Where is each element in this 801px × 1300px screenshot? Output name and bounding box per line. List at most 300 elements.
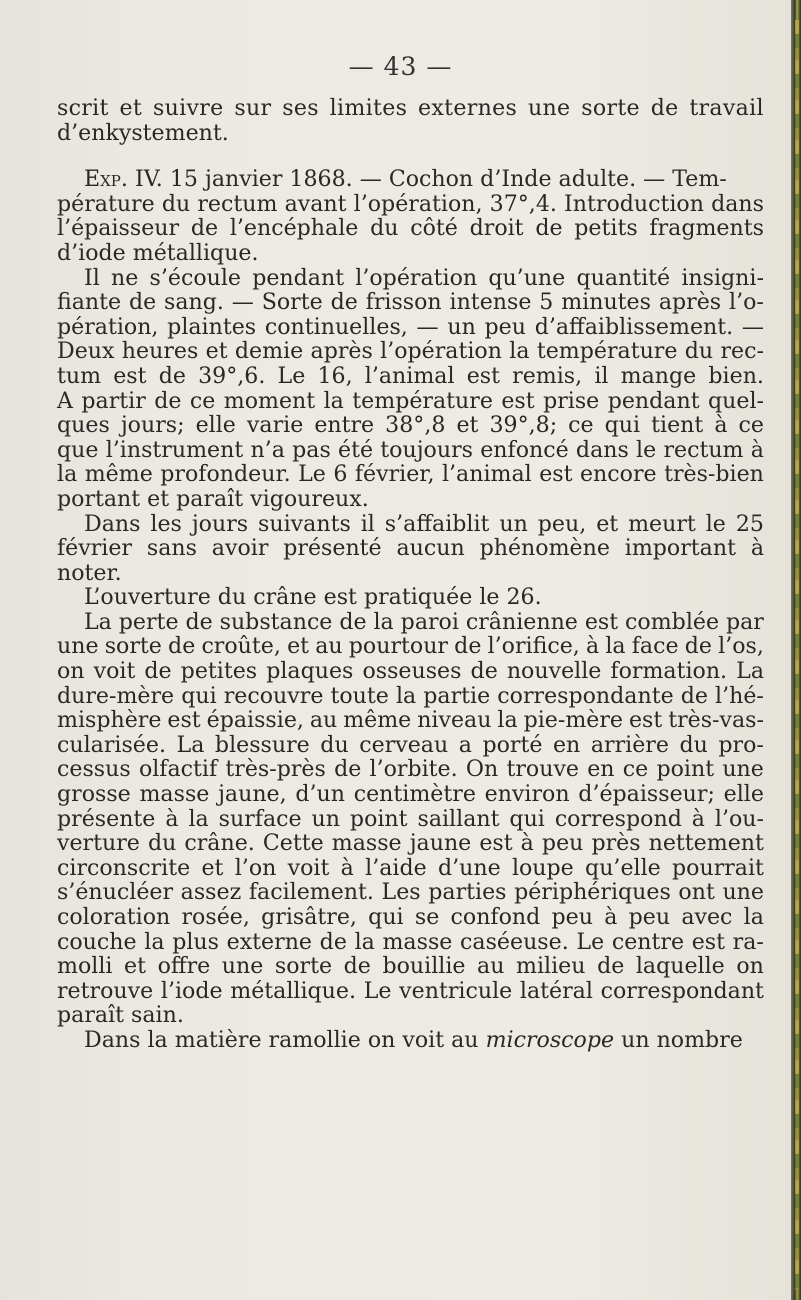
word: crâne. — [184, 830, 255, 857]
word: d’affaiblissement. — [534, 313, 734, 340]
word: et — [205, 338, 228, 365]
word: l’hé- — [715, 682, 764, 709]
word: fiante — [57, 289, 122, 316]
word: la — [509, 338, 530, 365]
word: ont — [678, 879, 715, 906]
word: pérature — [57, 190, 155, 217]
word: l’opération, — [353, 190, 483, 217]
word: de — [454, 633, 482, 660]
word: l’o- — [729, 289, 764, 316]
word: 5 — [539, 289, 554, 316]
word: l’orbite. — [369, 756, 458, 783]
word: on — [57, 658, 85, 685]
word: paroi — [400, 608, 459, 635]
word: confond — [450, 904, 541, 930]
word: intense — [449, 289, 532, 316]
word: une — [722, 879, 764, 906]
word: au — [309, 707, 338, 734]
paragraph-gap — [57, 145, 764, 167]
word: rectum — [197, 190, 278, 217]
word: facilement. — [248, 879, 374, 906]
word: — — [231, 289, 254, 316]
word: l’épaisseur — [57, 215, 180, 242]
word: comblée — [625, 608, 720, 635]
word: cularisée. — [57, 731, 166, 758]
word: après — [658, 289, 722, 316]
word: une — [527, 95, 571, 121]
word: 38°,8 — [385, 412, 446, 439]
page-number: — 43 — — [348, 52, 453, 81]
word: petites — [180, 658, 258, 685]
word: a — [458, 731, 472, 758]
word: perte — [118, 608, 179, 635]
book-edge — [791, 0, 801, 1300]
word: l’ou- — [714, 805, 764, 832]
word: bouillie — [382, 953, 466, 980]
text-line: d’enkystement. — [57, 119, 229, 146]
word: enfoncé — [480, 436, 569, 463]
word: pération, — [57, 313, 159, 340]
word: n’a — [250, 436, 285, 463]
word: s’affaiblit — [384, 510, 490, 537]
word: qu’elle — [585, 854, 661, 881]
word: à — [604, 904, 618, 930]
word: du — [679, 731, 708, 758]
text-line — [57, 659, 764, 684]
word: été — [338, 436, 374, 463]
word: sans — [146, 535, 197, 562]
word: que — [57, 436, 99, 463]
word: correspondant — [600, 977, 764, 1004]
word: point — [656, 756, 715, 783]
word: mange — [620, 362, 697, 389]
word: peu, — [537, 510, 587, 537]
text-line — [57, 290, 764, 315]
word: l’orifice, — [487, 633, 580, 660]
word: pendant — [252, 264, 345, 291]
word: externes — [418, 95, 518, 121]
text-line — [57, 389, 764, 414]
word: masse — [331, 830, 402, 857]
word: métallique. — [230, 977, 357, 1004]
word: plaques — [266, 658, 354, 685]
text-line — [57, 757, 764, 782]
word: il — [360, 510, 375, 537]
word: plaintes — [167, 313, 257, 340]
word: parties — [428, 879, 507, 906]
word: Dans — [84, 510, 141, 537]
text-line: L’ouverture du crâne est pratiquée le 26. — [84, 584, 542, 611]
word: peu — [551, 904, 593, 930]
word: pie-mère — [523, 707, 624, 734]
word: à — [585, 633, 600, 660]
word: aucun — [396, 535, 465, 562]
word: Introduction — [564, 190, 704, 217]
word: arrière — [590, 731, 669, 758]
word: 39°,8; — [489, 412, 558, 439]
word: ses — [282, 95, 319, 121]
word: la — [57, 461, 78, 488]
word: la — [395, 682, 417, 709]
word: jours — [191, 510, 249, 537]
word: Le — [277, 362, 306, 389]
text-line — [57, 536, 764, 561]
word: de — [158, 362, 186, 389]
word: ce — [568, 412, 594, 439]
text-line: d’iode métallique. — [57, 239, 259, 266]
word: point — [349, 805, 408, 832]
word: prise — [543, 387, 600, 414]
word: du — [161, 190, 191, 217]
word: épaissie, — [206, 707, 304, 734]
word: elle — [723, 781, 764, 808]
word: limites — [329, 95, 408, 121]
word: l’instrument — [105, 436, 244, 463]
word: jaune — [409, 830, 472, 857]
word: molli — [57, 953, 113, 980]
word: quantité — [576, 264, 671, 291]
word: correspondante — [497, 682, 674, 709]
word: de — [339, 608, 367, 635]
text-line — [57, 315, 764, 340]
word: moment — [223, 387, 316, 414]
word: en — [552, 731, 581, 758]
word: 39°,6. — [198, 362, 266, 389]
word: Il — [84, 264, 100, 291]
word: l’iode — [160, 977, 223, 1004]
word: par — [725, 608, 764, 635]
word: minutes — [561, 289, 651, 316]
word: niveau — [417, 707, 492, 734]
text-line: portant et paraît vigoureux. — [57, 485, 369, 512]
word: fragments — [649, 215, 764, 242]
word: l’animal — [364, 362, 455, 389]
word: dure-mère — [57, 682, 175, 709]
word: la — [497, 707, 518, 734]
last-line-end: un nombre — [621, 1026, 743, 1053]
word: les — [150, 510, 182, 537]
word: avant — [284, 190, 347, 217]
text-line — [57, 339, 764, 364]
word: croûte, — [201, 633, 281, 660]
word: février, — [354, 461, 435, 488]
word: Deux — [57, 338, 115, 365]
word: latéral — [519, 977, 593, 1004]
word: suivants — [258, 510, 351, 537]
word: Le — [363, 977, 392, 1004]
word: l’animal — [441, 461, 532, 488]
word: et — [119, 95, 143, 121]
word: circonscrite — [57, 854, 191, 881]
word: est — [628, 707, 663, 734]
word: pendant — [607, 387, 700, 414]
word: retrouve — [57, 977, 154, 1004]
word: 6 — [333, 461, 348, 488]
word: la — [323, 387, 344, 414]
word: un — [447, 313, 476, 340]
text-line — [57, 1028, 764, 1053]
word: température — [352, 387, 493, 414]
word: et — [456, 412, 479, 439]
word: on — [736, 953, 764, 980]
word: la — [373, 608, 394, 635]
word: blessure — [214, 731, 310, 758]
word: à — [165, 805, 179, 832]
word: du — [684, 338, 714, 365]
text-line — [57, 979, 764, 1004]
text-line — [57, 96, 764, 121]
word: est — [501, 387, 535, 414]
word: rectum — [663, 436, 744, 463]
text-line — [57, 807, 764, 832]
word: du — [320, 731, 349, 758]
word: avoir — [211, 535, 269, 562]
text-line — [57, 856, 764, 881]
text-line: paraît sain. — [57, 1002, 184, 1029]
word: pourrait — [672, 854, 764, 881]
word: qui — [368, 904, 404, 930]
word: une — [57, 633, 99, 660]
word: même — [343, 707, 412, 734]
word: près — [591, 830, 641, 857]
word: laquelle — [635, 953, 725, 980]
word: de — [128, 289, 157, 316]
word: travail — [689, 95, 764, 121]
text-line — [57, 708, 764, 733]
word: l’aide — [365, 854, 427, 881]
word: est — [479, 830, 513, 857]
word: est — [584, 608, 619, 635]
word: 37°,4. — [489, 190, 557, 217]
text-line — [57, 364, 764, 389]
word: dans — [575, 436, 629, 463]
word: et — [287, 633, 310, 660]
word: de — [144, 658, 172, 685]
word: de — [334, 756, 362, 783]
word: jaune, — [218, 781, 287, 808]
word: centre — [611, 928, 685, 955]
word: peu — [541, 830, 584, 857]
word: ra- — [732, 928, 764, 955]
word: une — [221, 953, 264, 980]
word: de — [168, 633, 196, 660]
word: meurt — [628, 510, 696, 537]
word: ques — [57, 412, 110, 439]
word: en — [587, 756, 615, 783]
word: l’encéphale — [229, 215, 359, 242]
word: dans — [711, 190, 764, 217]
word: environ — [484, 781, 570, 808]
word: trouve — [506, 756, 579, 783]
word: face — [631, 633, 679, 660]
word: le — [705, 510, 726, 537]
word: rosée, — [181, 904, 250, 930]
word: droit — [469, 215, 524, 242]
word: offre — [157, 953, 211, 980]
word: couche — [57, 928, 137, 955]
word: et — [201, 854, 224, 881]
word: ce — [622, 756, 649, 783]
word: frisson — [365, 289, 442, 316]
word: caséeuse. — [460, 928, 569, 955]
word: de — [190, 215, 219, 242]
word: très-vas- — [668, 707, 764, 734]
word: correspond — [554, 805, 682, 832]
word: rec- — [720, 338, 764, 365]
text-line — [57, 610, 764, 635]
word: d’un — [295, 781, 346, 808]
word: La — [736, 658, 764, 685]
word: — — [416, 313, 439, 340]
word: sorte — [104, 633, 162, 660]
word: peu — [628, 904, 671, 930]
word: périphériques — [514, 879, 671, 906]
word: nouvelle — [506, 658, 602, 685]
text-line — [57, 954, 764, 979]
word: la — [144, 928, 165, 955]
word: à — [714, 412, 728, 439]
word: olfactif — [138, 756, 218, 783]
word: entre — [314, 412, 375, 439]
word: recouvre — [223, 682, 324, 709]
word: surface — [218, 805, 302, 832]
word: s’écoule — [149, 264, 241, 291]
word: sorte — [581, 95, 640, 121]
word: sorte — [274, 953, 333, 980]
body-text — [57, 96, 764, 1053]
word: de — [535, 215, 563, 242]
word: — — [741, 313, 764, 340]
word: qui — [604, 412, 641, 439]
word: à — [750, 436, 764, 463]
word: à — [520, 830, 534, 857]
word: même — [84, 461, 153, 488]
text-line — [57, 733, 764, 758]
word: La — [84, 608, 112, 635]
word: de — [684, 633, 712, 660]
word: ne — [111, 264, 139, 291]
word: pourtour — [348, 633, 448, 660]
word: phénomène — [479, 535, 610, 562]
word: tient — [651, 412, 704, 439]
word: profondeur. — [160, 461, 291, 488]
word: Le — [576, 928, 605, 955]
word: l’opération — [380, 338, 502, 365]
word: à — [691, 805, 705, 832]
text-line — [57, 266, 764, 291]
word: encore — [579, 461, 657, 488]
word: est — [539, 461, 573, 488]
word: qui — [509, 805, 545, 832]
word: Les — [381, 879, 421, 906]
word: de — [597, 953, 625, 980]
word: de — [650, 95, 679, 121]
word: un — [499, 510, 528, 537]
word: au — [315, 633, 343, 660]
word: la — [743, 904, 764, 930]
word: du — [370, 215, 399, 242]
word: voit — [93, 658, 136, 685]
word: coloration — [57, 904, 171, 930]
italic-word: microscope — [485, 1026, 615, 1053]
word: important — [624, 535, 736, 562]
word: 25 — [735, 510, 764, 537]
word: Sorte — [261, 289, 323, 316]
word: porté — [482, 731, 543, 758]
word: du — [147, 830, 177, 857]
word: centimètre — [353, 781, 476, 808]
word: continuelles, — [264, 313, 408, 340]
word: petits — [574, 215, 638, 242]
word: osseuses — [362, 658, 462, 685]
word: scrit — [57, 95, 109, 121]
word: très-près — [225, 756, 326, 783]
word: de — [185, 608, 213, 635]
word: ce — [189, 387, 216, 414]
word: plus — [172, 928, 219, 955]
word: jours; — [120, 412, 185, 439]
word: qu’une — [488, 264, 566, 291]
word: La — [176, 731, 205, 758]
word: tum — [57, 362, 102, 389]
word: suivre — [152, 95, 224, 121]
text-line — [57, 512, 764, 537]
text-line — [57, 634, 764, 659]
word: d’une — [437, 854, 501, 881]
text-line — [57, 438, 764, 463]
text-line: noter. — [57, 559, 122, 586]
word: ce — [738, 412, 764, 439]
word: verture — [57, 830, 140, 857]
text-line — [57, 192, 764, 217]
word: la — [354, 928, 375, 955]
word: remis, — [512, 362, 583, 389]
word: avec — [681, 904, 733, 930]
word: misphère — [57, 707, 162, 734]
word: de — [330, 289, 358, 316]
word: loupe — [511, 854, 574, 881]
word: grosse — [57, 781, 131, 808]
word: insigni- — [681, 264, 764, 291]
word: est — [113, 362, 147, 389]
word: voit — [287, 854, 330, 881]
text-line — [57, 413, 764, 438]
word: température — [536, 338, 678, 365]
word: externe — [226, 928, 312, 955]
word: ventricule — [399, 977, 513, 1004]
last-line-start: Dans la matière ramollie on voit au — [84, 1026, 479, 1053]
word: toujours — [380, 436, 473, 463]
word: est — [466, 362, 500, 389]
word: de — [154, 387, 182, 414]
text-line — [57, 782, 764, 807]
word: varie — [246, 412, 304, 439]
word: il — [594, 362, 609, 389]
word: l’on — [234, 854, 277, 881]
word: la — [188, 805, 209, 832]
word: toute — [330, 682, 389, 709]
word: une — [722, 756, 764, 783]
word: partir — [81, 387, 146, 414]
text-line — [57, 880, 764, 905]
word: qui — [181, 682, 217, 709]
word: bien. — [708, 362, 764, 389]
word: Cette — [262, 830, 324, 857]
word: de — [680, 682, 708, 709]
word: sur — [234, 95, 272, 121]
word: l’opération — [355, 264, 478, 291]
word: se — [414, 904, 440, 930]
